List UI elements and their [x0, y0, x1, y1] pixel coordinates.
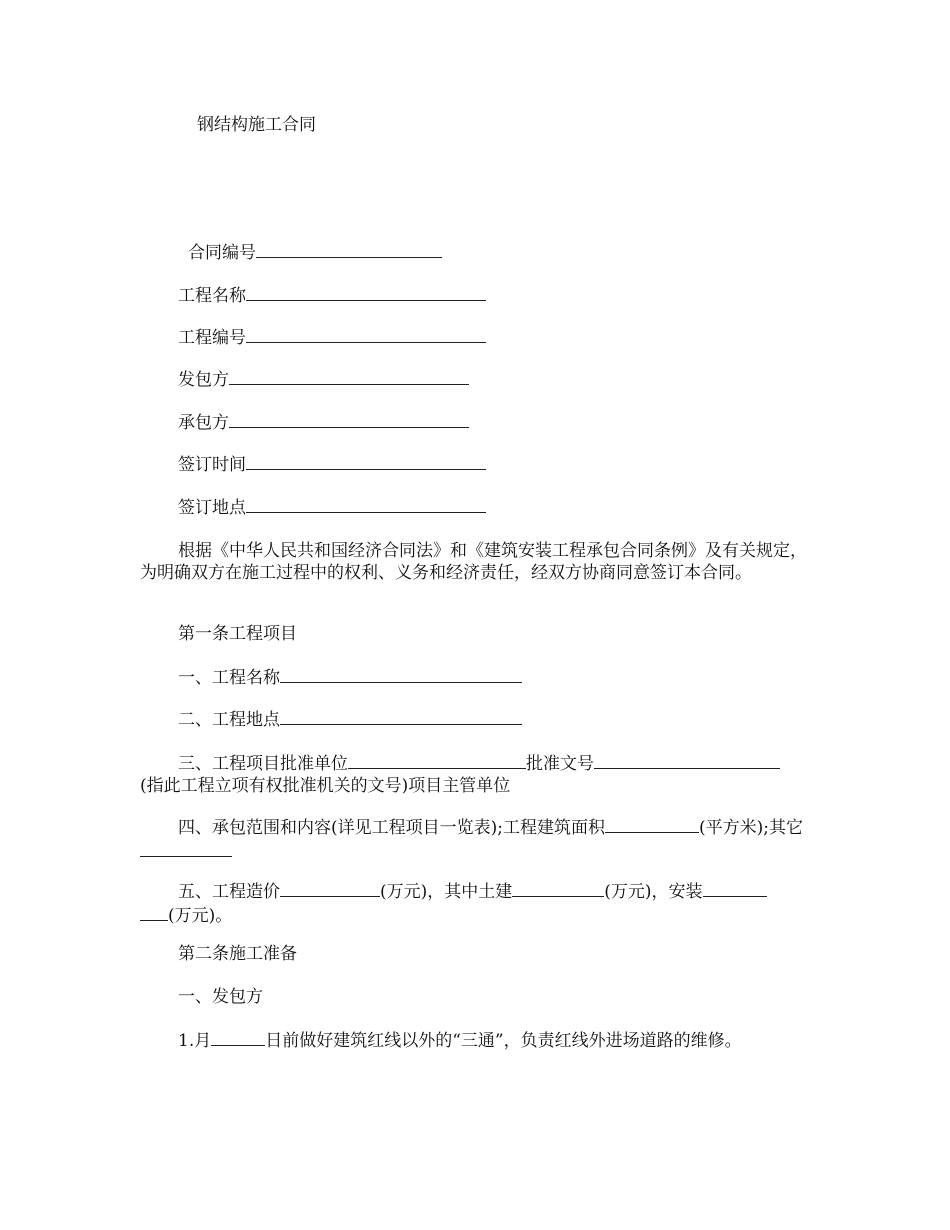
article1-heading: 第一条工程项目 — [178, 624, 297, 644]
item-label: (万元)，安装 — [604, 882, 703, 902]
field-label: 签订地点 — [178, 498, 246, 518]
fill-blank[interactable] — [280, 707, 522, 725]
item-label: (万元)。 — [168, 906, 233, 926]
fill-blank[interactable] — [246, 283, 486, 301]
field-project-number — [178, 325, 486, 350]
fill-blank[interactable] — [594, 751, 780, 769]
article1-item1 — [178, 665, 522, 690]
field-label: 签订时间 — [178, 455, 246, 475]
item-label: 批准文号 — [526, 754, 594, 774]
article2-heading: 第二条施工准备 — [178, 944, 297, 964]
field-label: 工程编号 — [178, 328, 246, 348]
field-contract-number — [188, 240, 442, 265]
field-label: 合同编号 — [188, 243, 256, 263]
item-label: 三、工程项目批准单位 — [178, 754, 348, 774]
fill-blank[interactable] — [703, 879, 767, 897]
field-project-name — [178, 283, 486, 308]
field-signing-place — [178, 495, 486, 520]
fill-blank[interactable] — [512, 879, 604, 897]
item-label: 日前做好建筑红线以外的“三通”，负责红线外进场道路的维修。 — [265, 1031, 742, 1051]
preamble-paragraph — [140, 540, 812, 584]
fill-blank[interactable] — [256, 240, 442, 258]
item-label: (指此工程立项有权批准机关的文号)项目主管单位 — [140, 776, 511, 796]
fill-blank[interactable] — [246, 452, 486, 470]
fill-blank[interactable] — [140, 839, 232, 857]
field-employer — [178, 367, 469, 392]
fill-blank[interactable] — [229, 410, 469, 428]
document-title: 钢结构施工合同 — [197, 115, 316, 135]
fill-blank[interactable] — [605, 815, 699, 833]
article1-item2 — [178, 707, 522, 732]
fill-blank[interactable] — [140, 903, 168, 921]
article1-item5 — [140, 879, 812, 927]
preamble-text: 根据《中华人民共和国经济合同法》和《建筑安装工程承包合同条例》及有关规定，为明确双方在施工过程中的权利、义务和经济责任，经双方协商同意签订本合同。 — [140, 541, 807, 583]
fill-blank[interactable] — [246, 495, 486, 513]
item-label: 五、工程造价 — [178, 882, 280, 902]
article2-point1 — [178, 1028, 742, 1053]
field-signing-date — [178, 452, 486, 477]
fill-blank[interactable] — [246, 325, 486, 343]
item-label: 二、工程地点 — [178, 710, 280, 730]
fill-blank[interactable] — [280, 665, 522, 683]
item-label: (平方米);其它 — [699, 818, 803, 838]
item-label: 四、承包范围和内容(详见工程项目一览表);工程建筑面积 — [178, 818, 605, 838]
article2-sub1: 一、发包方 — [178, 987, 263, 1007]
fill-blank[interactable] — [211, 1028, 265, 1046]
item-label: 1.月 — [178, 1031, 212, 1051]
field-label: 发包方 — [178, 370, 229, 390]
fill-blank[interactable] — [229, 367, 469, 385]
field-label: 工程名称 — [178, 286, 246, 306]
fill-blank[interactable] — [348, 751, 526, 769]
fill-blank[interactable] — [280, 879, 380, 897]
field-label: 承包方 — [178, 413, 229, 433]
item-label: 一、工程名称 — [178, 668, 280, 688]
article1-item3 — [140, 751, 812, 797]
field-contractor — [178, 410, 469, 435]
item-label: (万元)，其中土建 — [380, 882, 513, 902]
article1-item4 — [140, 815, 812, 863]
